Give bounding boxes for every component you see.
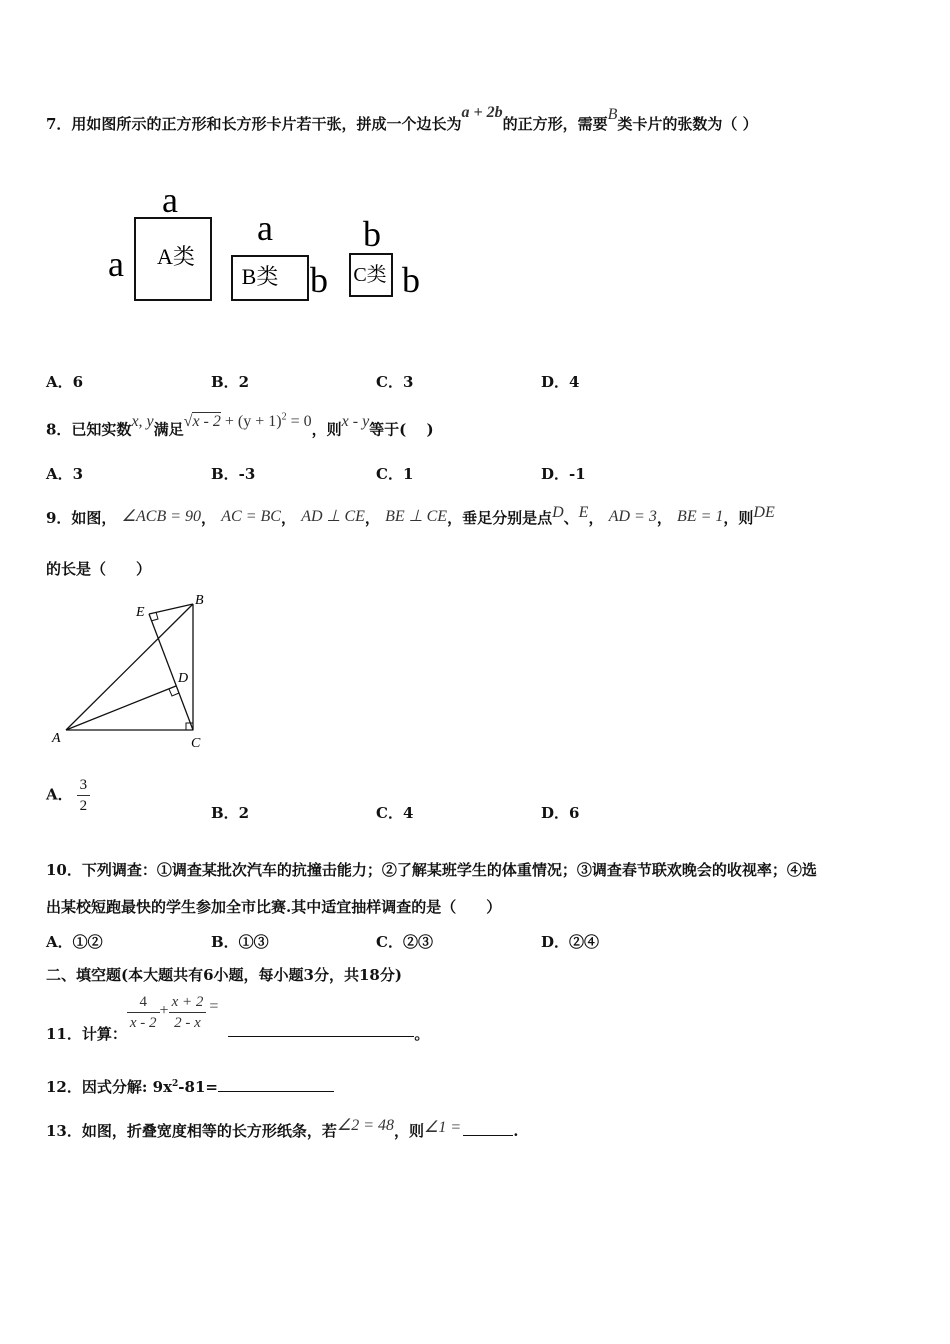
q8-exp: 2 [281,412,287,423]
q11-plus: + [159,1001,169,1019]
q9-option-a[interactable] [46,775,90,816]
q10-option-b[interactable]: B．①③ [211,933,269,951]
q9-target: DE [753,504,775,521]
q11-eq: = [209,997,219,1015]
q7-option-b[interactable]: B．2 [211,373,250,391]
q7-card-a-label: A类 [157,244,195,269]
q7-prefix: 7．用如图所示的正方形和长方形卡片若干张，拼成一个边长为 [46,115,462,133]
q7-stem [46,104,758,135]
q12-suffix: -81= [178,1078,218,1096]
q9-label-b: B [195,593,204,608]
q9-cond-5: AD = 3 [608,508,657,525]
q8-condition: $√x - 2 + (y + 1)^2 = 0$ [183,412,312,431]
q13-then: ，则 [394,1122,425,1140]
q10-stem-line1: 10．下列调查：①调查某批次汽车的抗撞击能力；②了解某班学生的体重情况；③调查春节联欢晚会的收视率；④选 [46,861,817,879]
q9-option-a-den: 2 [79,798,88,814]
q12-sup: 2 [172,1079,179,1089]
q9-cond-2: AC = BC [221,508,281,525]
q9-option-a-fraction [77,775,91,816]
q8-middle: 满足 [153,420,184,439]
q7-fig-c-top: b [363,214,381,254]
q9-cond-6: BE = 1 [677,508,724,525]
q9-option-a-label: A． [46,785,73,804]
q11-fraction-1 [127,992,160,1033]
q7-expression: a + 2b [461,104,503,121]
q9-label-d: D [178,671,189,686]
q9-point-d: D [552,504,564,521]
q13-suffix: . [513,1122,519,1140]
q12-answer-blank[interactable] [218,1077,334,1092]
q8-rest: + (y + 1) [224,413,282,431]
q11-f2-num: x + 2 [169,992,207,1013]
q9-label-c: C [191,736,201,751]
q9-prefix: 9．如图， [46,509,117,527]
q7-fig-a-left: a [108,244,124,284]
q10-option-d[interactable]: D．②④ [541,933,600,951]
q10-stem-line2: 出某校短跑最快的学生参加全市比赛.其中适宜抽样调查的是（ ） [46,898,502,916]
q9-cond-1: ∠ACB = 90 [121,508,202,525]
q11-answer-blank[interactable] [228,1022,414,1037]
q7-figure [100,180,440,305]
q13-stem [46,1117,519,1142]
q9-cond-4: BE ⊥ CE [385,508,448,525]
q7-option-c[interactable]: C．3 [376,373,414,391]
q8-vars: x, y [131,413,154,431]
q7-suffix: 类卡片的张数为（ ） [617,115,758,133]
q9-seg-ab [66,604,193,730]
q11-fraction-2 [169,992,207,1033]
q13-target: ∠1 = [424,1119,462,1136]
q7-var: B [607,106,618,123]
q7-middle: 的正方形，需要 [502,115,608,133]
q9-sep: 、 [563,509,579,527]
q10-option-a[interactable]: A．①② [46,933,103,951]
q8-suffix: 等于( ) [369,420,434,439]
q8-eq: = 0 [290,413,312,431]
q13-prefix: 13．如图，折叠宽度相等的长方形纸条，若 [46,1122,337,1140]
q8-target: x - y [341,413,370,431]
q9-cond-3: AD ⊥ CE [301,508,365,525]
q13-answer-blank[interactable] [463,1121,513,1136]
q7-card-b-label: B类 [241,264,279,289]
q9-label-a: A [52,731,61,746]
q13-condition: ∠2 = 48 [336,1117,395,1134]
q12-prefix: 12．因式分解: 9x [46,1078,173,1096]
q7-option-a[interactable]: A．6 [46,373,84,391]
q10-option-c[interactable]: C．②③ [376,933,433,951]
q8-option-a[interactable]: A．3 [46,465,84,483]
q7-fig-c-right: b [402,260,420,300]
section2-title: 二、填空题(本大题共有6小题，每小题3分，共18分) [46,966,402,984]
q11-suffix: 。 [414,1024,430,1043]
q8-option-d[interactable]: D．-1 [541,465,586,483]
q9-option-a-num: 3 [77,775,91,796]
q8-then: ，则 [311,420,342,439]
q9-option-d[interactable]: D．6 [541,804,580,822]
q8-prefix: 8．已知实数 [46,420,132,439]
q9-then: ，则 [723,509,754,527]
q9-figure [46,590,216,755]
q9-option-c[interactable]: C．4 [376,804,414,822]
q11-prefix: 11．计算： [46,1024,127,1043]
q9-option-b[interactable]: B．2 [211,804,250,822]
q9-mid: ，垂足分别是点 [447,509,553,527]
q9-point-e: E [578,504,589,521]
q7-fig-b-top: a [257,208,273,248]
q9-label-e: E [136,605,145,620]
q7-fig-b-right: b [310,260,328,300]
q11-f1-den: x - 2 [129,1015,157,1031]
q8-sqrt-content: x - 2 [192,413,221,431]
q7-card-c-label: C类 [353,264,387,286]
q8-stem [46,412,434,440]
q8-option-c[interactable]: C．1 [376,465,414,483]
q11-f1-num: 4 [127,992,160,1013]
q7-option-d[interactable]: D．4 [541,373,580,391]
q9-stem: 9．如图， ∠ACB = 90， AC = BC， AD ⊥ CE， BE ⊥ CE，垂足分别是点D、E， AD = 3， BE = 1，则DE [46,504,775,527]
q8-option-b[interactable]: B．-3 [211,465,256,483]
q11-stem [46,992,429,1042]
q12-stem [46,1074,334,1097]
q7-fig-a-top: a [162,180,178,220]
q9-seg-ad [66,686,176,730]
q9-stem-line2: 的长是（ ） [46,560,152,578]
q9-seg-be [149,604,193,614]
q11-f2-den: 2 - x [174,1015,201,1031]
